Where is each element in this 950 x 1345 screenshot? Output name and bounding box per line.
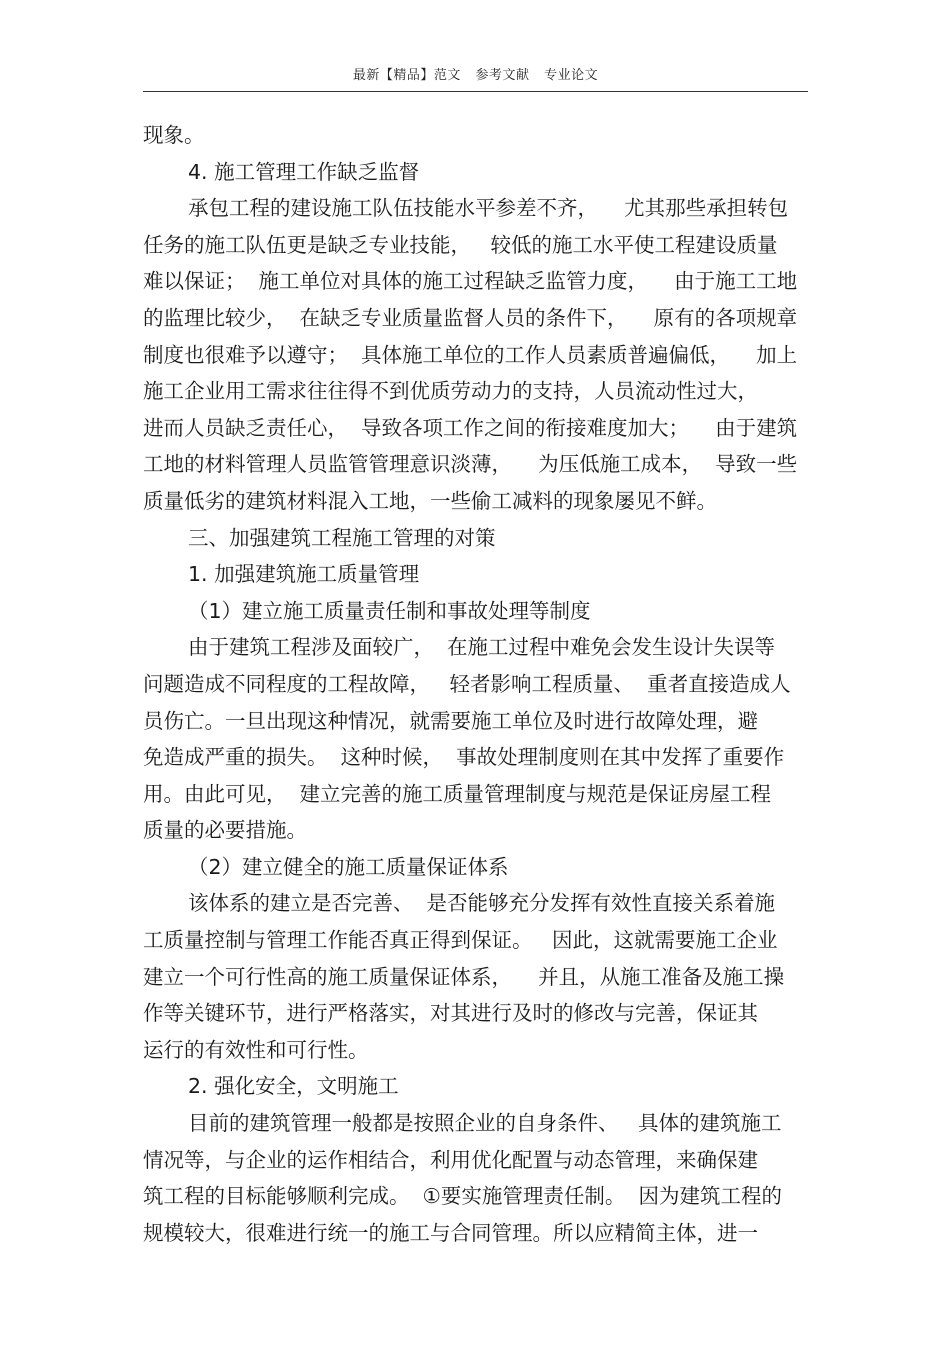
text-line: 免造成严重的损失。 这种时候， 事故处理制度则在其中发挥了重要作: [143, 745, 785, 770]
text-line: 员伤亡。一旦出现这种情况，就需要施工单位及时进行故障处理，避: [143, 708, 758, 733]
text-line: 建立一个可行性高的施工质量保证体系， 并且，从施工准备及施工操: [143, 964, 785, 989]
text-line: 运行的有效性和可行性。: [143, 1037, 369, 1062]
text-line: 承包工程的建设施工队伍技能水平参差不齐， 尤其那些承担转包: [188, 196, 789, 221]
text-line: 制度也很难予以遵守； 具体施工单位的工作人员素质普遍偏低， 加上: [143, 342, 798, 367]
text-line: 难以保证； 施工单位对具体的施工过程缺乏监管力度， 由于施工工地: [143, 269, 798, 294]
text-line: 用。由此可见， 建立完善的施工质量管理制度与规范是保证房屋工程: [143, 781, 772, 806]
header-text: 最新【精品】范文 参考文献 专业论文: [352, 68, 599, 83]
subsection-heading: （1）建立施工质量责任制和事故处理等制度: [188, 598, 591, 623]
text-line: 该体系的建立是否完善、 是否能够充分发挥有效性直接关系着施: [188, 891, 776, 916]
text-line: 工地的材料管理人员监管管理意识淡薄， 为压低施工成本， 导致一些: [143, 452, 798, 477]
text-line: 问题造成不同程度的工程故障， 轻者影响工程质量、 重者直接造成人: [143, 671, 791, 696]
text-line: 情况等，与企业的运作相结合，利用优化配置与动态管理，来确保建: [143, 1147, 758, 1172]
section-heading: 2. 强化安全，文明施工: [188, 1074, 399, 1099]
text-line: 工质量控制与管理工作能否真正得到保证。 因此，这就需要施工企业: [143, 928, 778, 953]
text-line: 筑工程的目标能够顺利完成。 ①要实施管理责任制。 因为建筑工程的: [143, 1184, 782, 1209]
section-heading: 4. 施工管理工作缺乏监督: [188, 159, 420, 184]
section-heading: 1. 加强建筑施工质量管理: [188, 562, 420, 587]
text-line: 目前的建筑管理一般都是按照企业的自身条件、 具体的建筑施工: [188, 1111, 782, 1136]
text-line: 进而人员缺乏责任心， 导致各项工作之间的衔接难度加大； 由于建筑: [143, 415, 798, 440]
subsection-heading: （2）建立健全的施工质量保证体系: [188, 854, 509, 879]
text-line: 由于建筑工程涉及面较广， 在施工过程中难免会发生设计失误等: [188, 635, 776, 660]
text-line: 现象。: [143, 123, 205, 147]
document-body: [143, 117, 813, 1251]
text-line: 任务的施工队伍更是缺乏专业技能， 较低的施工水平使工程建设质量: [143, 232, 778, 257]
page-header: [143, 64, 808, 92]
text-line: 质量低劣的建筑材料混入工地，一些偷工减料的现象屡见不鲜。: [143, 488, 717, 513]
text-line: 的监理比较少， 在缺乏专业质量监督人员的条件下， 原有的各项规章: [143, 305, 798, 330]
text-line: 作等关键环节，进行严格落实，对其进行及时的修改与完善，保证其: [143, 1001, 758, 1026]
text-line: 施工企业用工需求往往得不到优质劳动力的支持，人员流动性过大，: [143, 379, 758, 404]
text-line: 质量的必要措施。: [143, 818, 307, 843]
text-line: 规模较大，很难进行统一的施工与合同管理。所以应精简主体，进一: [143, 1220, 758, 1245]
section-heading: 三、加强建筑工程施工管理的对策: [188, 525, 496, 550]
